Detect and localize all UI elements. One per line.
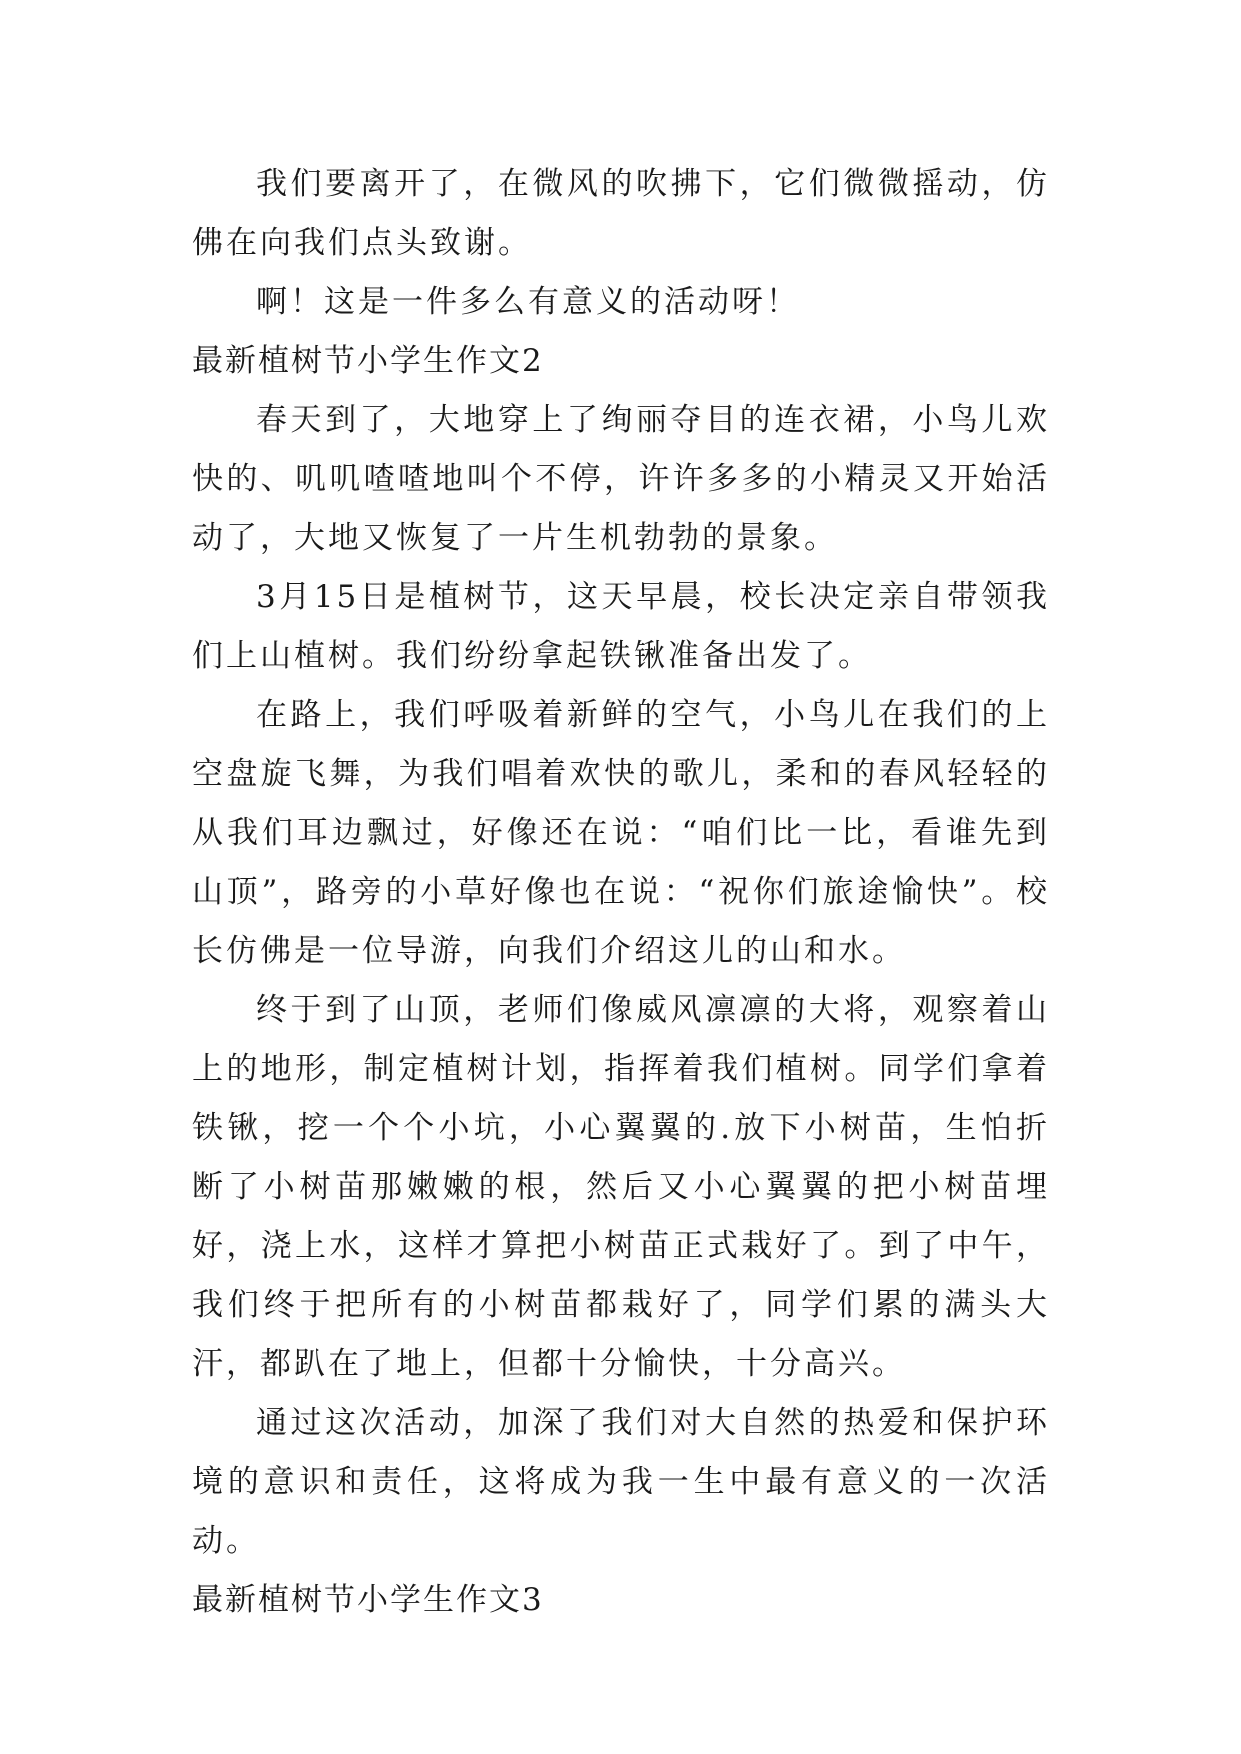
document-body [192,155,1050,1630]
essay-heading: 最新植树节小学生作文2 [192,343,544,379]
paragraph: 通过这次活动，加深了我们对大自然的热爱和保护环境的意识和责任，这将成为我一生中最有意义的一次活动。 [192,1405,1050,1559]
paragraph: 啊！这是一件多么有意义的活动呀！ [256,284,800,320]
essay-heading: 最新植树节小学生作文3 [192,1582,544,1618]
paragraph: 春天到了，大地穿上了绚丽夺目的连衣裙，小鸟儿欢快的、叽叽喳喳地叫个不停，许许多多的小精灵又开始活动了，大地又恢复了一片生机勃勃的景象。 [192,402,1050,556]
paragraph: 我们要离开了，在微风的吹拂下，它们微微摇动，仿佛在向我们点头致谢。 [192,166,1050,261]
paragraph: 在路上，我们呼吸着新鲜的空气，小鸟儿在我们的上空盘旋飞舞，为我们唱着欢快的歌儿，柔和的春风轻轻的从我们耳边飘过，好像还在说：“咱们比一比，看谁先到山顶”，路旁的小草好像也在说：“祝你们旅途愉快”。校长仿佛是一位导游，向我们介绍这儿的山和水。 [192,697,1050,969]
paragraph: 终于到了山顶，老师们像威风凛凛的大将，观察着山上的地形，制定植树计划，指挥着我们植树。同学们拿着铁锹，挖一个个小坑，小心翼翼的.放下小树苗，生怕折断了小树苗那嫩嫩的根，然后又小心翼翼的把小树苗埋好，浇上水，这样才算把小树苗正式栽好了。到了中午，我们终于把所有的小树苗都栽好了，同学们累的满头大汗，都趴在了地上，但都十分愉快，十分高兴。 [192,992,1050,1382]
paragraph: 3月15日是植树节，这天早晨，校长决定亲自带领我们上山植树。我们纷纷拿起铁锹准备出发了。 [192,579,1050,674]
